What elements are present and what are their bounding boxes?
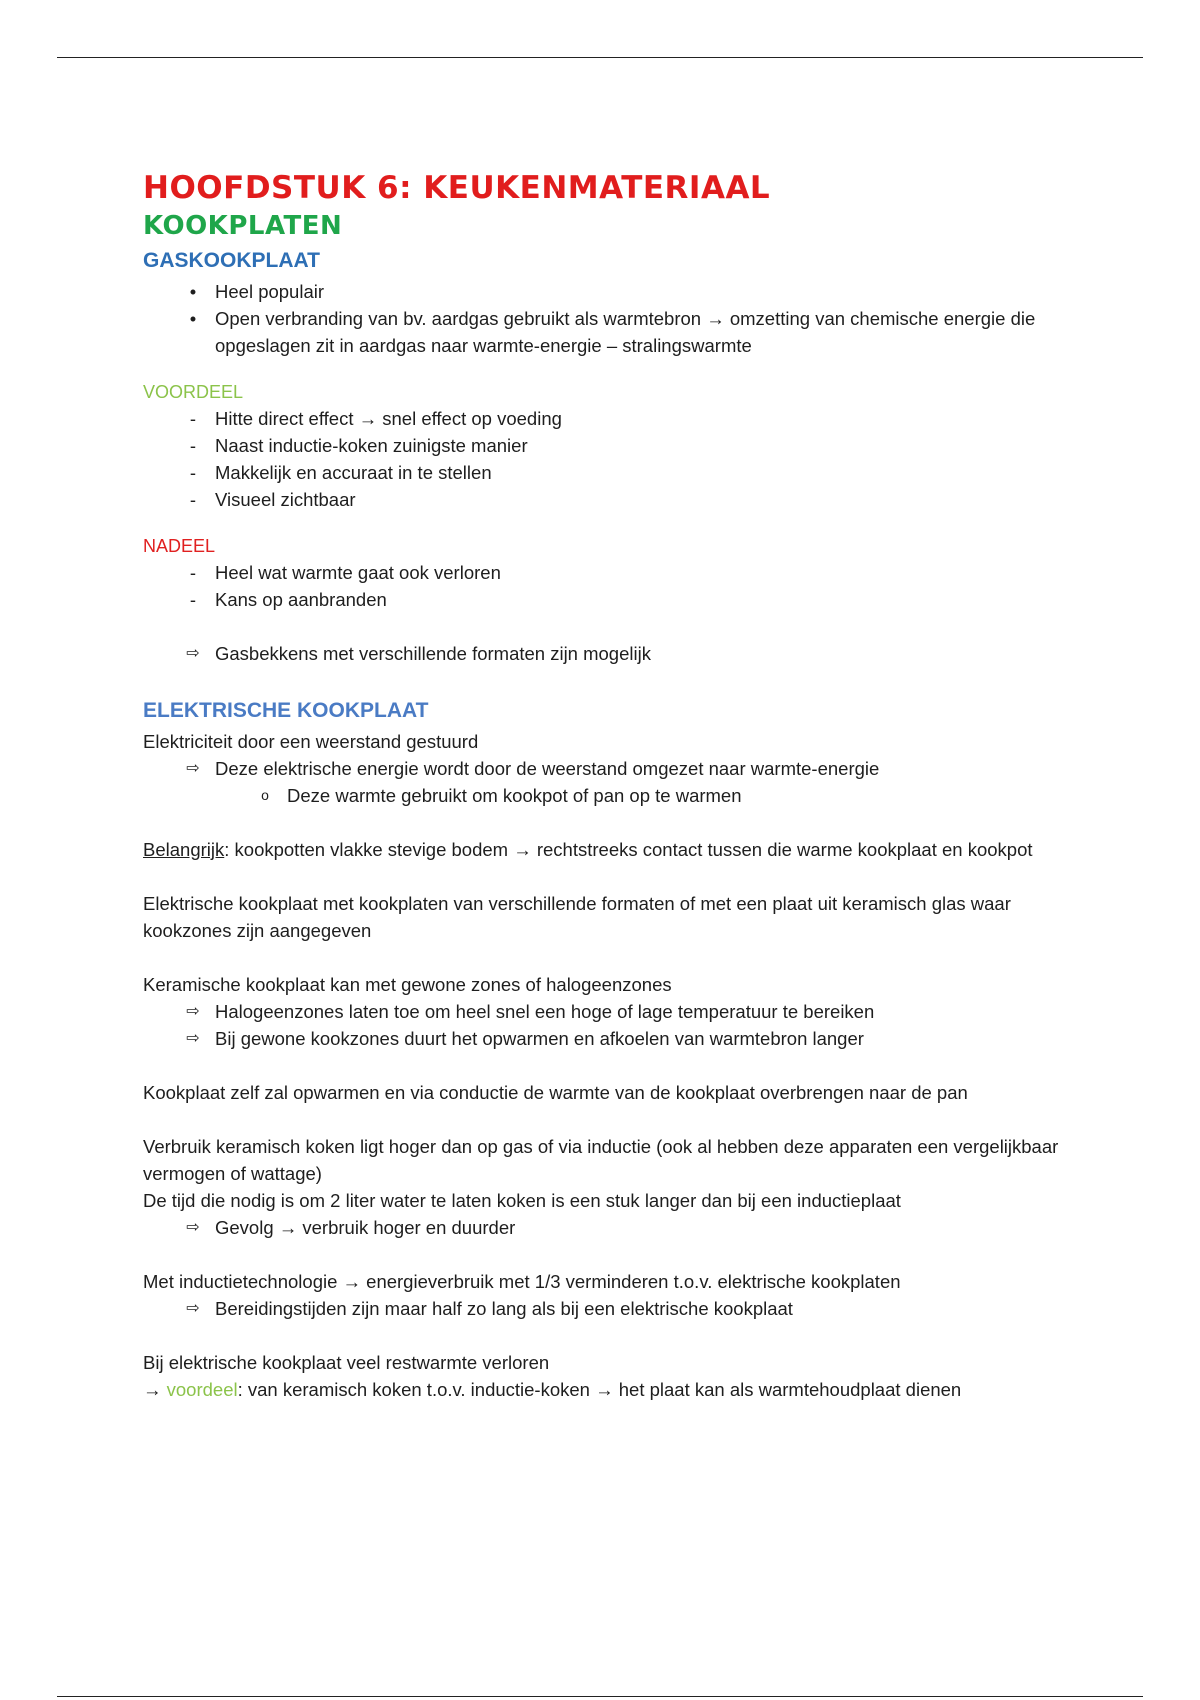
list-item: o Deze warmte gebruikt om kookpot of pan op te warmen bbox=[143, 782, 1063, 809]
electric-intro-arrow bbox=[143, 755, 1063, 782]
dash-marker: - bbox=[189, 408, 197, 429]
conduction-paragraph: Kookplaat zelf zal opwarmen en via conductie de warmte van de kookplaat overbrengen naar de pan bbox=[143, 1082, 968, 1103]
arrow-icon: ⇨ bbox=[186, 1219, 200, 1236]
chapter-title: HOOFDSTUK 6: KEUKENMATERIAAL bbox=[143, 170, 771, 206]
consumption-paragraph: Verbruik keramisch koken ligt hoger dan op gas of via inductie (ook al hebben deze apparaten een vergelijkbaar vermogen of wattage) bbox=[143, 1136, 1059, 1184]
list-item: • Heel populair bbox=[143, 278, 1063, 305]
bullet-marker: • bbox=[189, 281, 197, 302]
arrow-icon: ⇨ bbox=[186, 645, 200, 662]
dash-marker: - bbox=[189, 435, 197, 456]
bullet-marker: • bbox=[189, 308, 197, 329]
list-item: • Open verbranding van bv. aardgas gebruikt als warmtebron → omzetting van chemische energie die opgeslagen zit in aardgas naar warmte-energie – stralingswarmte bbox=[143, 305, 1063, 359]
list-item: - Visueel zichtbaar bbox=[143, 486, 1063, 513]
arrow-icon: ⇨ bbox=[186, 1030, 200, 1047]
circle-marker: o bbox=[261, 787, 269, 803]
disadvantages-list bbox=[143, 559, 1063, 613]
residual-paragraph: Bij elektrische kookplaat veel restwarmte verloren bbox=[143, 1352, 550, 1373]
residual-advantage: → voordeel: van keramisch koken t.o.v. inductie-koken → het plaat kan als warmtehoudplaat dienen bbox=[143, 1379, 962, 1400]
list-item: ⇨ Deze elektrische energie wordt door de weerstand omgezet naar warmte-energie bbox=[143, 755, 1063, 782]
advantage-inline-label: voordeel bbox=[166, 1379, 238, 1400]
arrow-icon: ⇨ bbox=[186, 760, 200, 777]
section-title: KOOKPLATEN bbox=[143, 211, 343, 241]
induction-arrow bbox=[143, 1295, 1063, 1322]
dash-marker: - bbox=[189, 562, 197, 583]
disadvantage-label: NADEEL bbox=[143, 536, 216, 556]
footer-rule bbox=[57, 1696, 1143, 1697]
dash-marker: - bbox=[189, 489, 197, 510]
subsection-title-electric: ELEKTRISCHE KOOKPLAAT bbox=[143, 699, 429, 722]
list-item: ⇨ Gevolg → verbruik hoger en duurder bbox=[143, 1214, 1063, 1241]
header-rule bbox=[57, 57, 1143, 58]
subsection-title-gas: GASKOOKPLAAT bbox=[143, 249, 320, 272]
list-item: - Kans op aanbranden bbox=[143, 586, 1063, 613]
important-label: Belangrijk bbox=[143, 839, 225, 860]
document-page bbox=[143, 160, 1063, 1403]
dash-marker: - bbox=[189, 462, 197, 483]
list-item: - Hitte direct effect → snel effect op voeding bbox=[143, 405, 1063, 432]
list-item: - Heel wat warmte gaat ook verloren bbox=[143, 559, 1063, 586]
gas-conclusion bbox=[143, 640, 1063, 667]
list-item: - Naast inductie-koken zuinigste manier bbox=[143, 432, 1063, 459]
induction-paragraph: Met inductietechnologie → energieverbruik met 1/3 verminderen t.o.v. elektrische kookplaten bbox=[143, 1271, 901, 1292]
ceramic-arrow-list bbox=[143, 998, 1063, 1052]
formats-paragraph: Elektrische kookplaat met kookplaten van verschillende formaten of met een plaat uit keramisch glas waar kookzones zijn aangegeven bbox=[143, 893, 1011, 941]
advantages-list bbox=[143, 405, 1063, 513]
important-note: Belangrijk: kookpotten vlakke stevige bodem → rechtstreeks contact tussen die warme kookplaat en kookpot bbox=[143, 839, 1033, 860]
list-item: ⇨ Halogeenzones laten toe om heel snel een hoge of lage temperatuur te bereiken bbox=[143, 998, 1063, 1025]
ceramic-paragraph: Keramische kookplaat kan met gewone zones of halogeenzones bbox=[143, 974, 672, 995]
electric-intro-sub bbox=[143, 782, 1063, 809]
dash-marker: - bbox=[189, 589, 197, 610]
advantage-label: VOORDEEL bbox=[143, 382, 244, 402]
arrow-icon: ⇨ bbox=[186, 1003, 200, 1020]
list-item: ⇨ Gasbekkens met verschillende formaten zijn mogelijk bbox=[143, 640, 1063, 667]
list-item: ⇨ Bereidingstijden zijn maar half zo lang als bij een elektrische kookplaat bbox=[143, 1295, 1063, 1322]
time-paragraph: De tijd die nodig is om 2 liter water te laten koken is een stuk langer dan bij een inductieplaat bbox=[143, 1190, 901, 1211]
electric-intro: Elektriciteit door een weerstand gestuurd bbox=[143, 731, 479, 752]
list-item: ⇨ Bij gewone kookzones duurt het opwarmen en afkoelen van warmtebron langer bbox=[143, 1025, 1063, 1052]
gas-bullet-list bbox=[143, 278, 1063, 359]
arrow-icon: ⇨ bbox=[186, 1300, 200, 1317]
time-arrow bbox=[143, 1214, 1063, 1241]
list-item: - Makkelijk en accuraat in te stellen bbox=[143, 459, 1063, 486]
